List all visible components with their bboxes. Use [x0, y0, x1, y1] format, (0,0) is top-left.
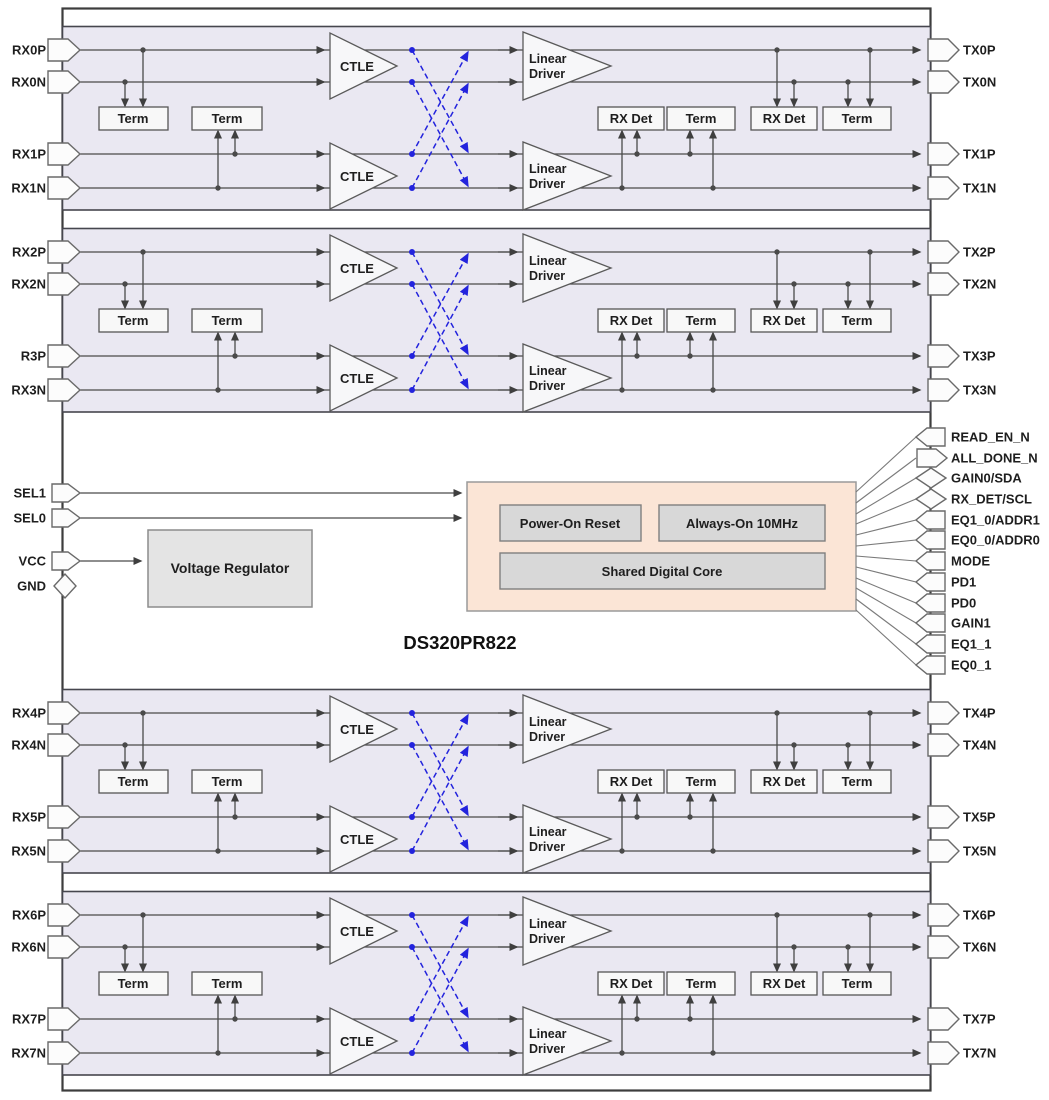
- ctle-label: CTLE: [340, 722, 374, 737]
- term-label: Term: [117, 111, 149, 126]
- rx-det-label: RX Det: [609, 774, 653, 789]
- eq1-0-addr1-pin-shape: [916, 511, 945, 529]
- lane-block-artwork: [48, 27, 959, 211]
- linear-driver-label: Driver: [529, 840, 566, 854]
- control-pin-label: READ_EN_N: [951, 429, 1030, 445]
- term-label: Term: [211, 313, 243, 328]
- rx-pin-label: RX5N: [11, 843, 46, 859]
- control-pin-label: EQ1_1: [951, 636, 992, 652]
- tx-pin-label: TX0P: [963, 42, 996, 58]
- tx-pin-label: TX5N: [963, 843, 997, 859]
- ctle-label: CTLE: [340, 1034, 374, 1049]
- ctle-label: CTLE: [340, 371, 374, 386]
- pd1-pin-shape: [916, 573, 945, 591]
- control-pin-label: PD0: [951, 595, 977, 611]
- linear-driver-label: Driver: [529, 932, 566, 946]
- linear-driver-label: Linear: [529, 715, 567, 729]
- rx-pin-label: RX0P: [12, 42, 46, 58]
- gnd-pin-shape: [54, 574, 76, 598]
- tx-pin-label: TX4N: [963, 737, 997, 753]
- tx-pin-label: TX1P: [963, 146, 996, 162]
- lane-pair-block-2: [11, 690, 996, 874]
- rx-pin-label: RX2P: [12, 244, 46, 260]
- control-pin-label: EQ0_0/ADDR0: [951, 532, 1040, 548]
- chip-title: DS320PR822: [403, 632, 517, 653]
- lane-block-artwork: [48, 690, 959, 874]
- tx-pin-label: TX3P: [963, 348, 996, 364]
- control-pin-label: RX_DET/SCL: [951, 491, 1032, 507]
- control-pin-label: GAIN0/SDA: [951, 470, 1022, 486]
- rx-pin-label: RX0N: [11, 74, 46, 90]
- term-label: Term: [211, 111, 243, 126]
- ctle-label: CTLE: [340, 261, 374, 276]
- rx-pin-label: RX5P: [12, 809, 46, 825]
- rx-pin-label: R3P: [20, 348, 46, 364]
- rx-det-label: RX Det: [762, 774, 806, 789]
- rx-pin-label: RX2N: [11, 276, 46, 292]
- eq1-1-pin-shape: [916, 635, 945, 653]
- linear-driver-label: Driver: [529, 730, 566, 744]
- ctle-label: CTLE: [340, 59, 374, 74]
- rx-det-label: RX Det: [762, 976, 806, 991]
- sel0-pin-shape: [52, 509, 80, 527]
- rx-det-scl-pin-shape: [916, 489, 946, 509]
- gain0-sda-pin-shape: [916, 468, 946, 488]
- tx-pin-label: TX1N: [963, 180, 997, 196]
- rx-pin-label: RX1P: [12, 146, 46, 162]
- rx-det-label: RX Det: [609, 111, 653, 126]
- rx-det-label: RX Det: [609, 976, 653, 991]
- term-label: Term: [117, 313, 149, 328]
- rx-pin-label: RX3N: [11, 382, 46, 398]
- rx-pin-label: RX6P: [12, 907, 46, 923]
- control-pin-label: VCC: [18, 553, 46, 569]
- linear-driver-label: Driver: [529, 177, 566, 191]
- tx-pin-label: TX7P: [963, 1011, 996, 1027]
- term-label: Term: [685, 313, 717, 328]
- linear-driver-label: Linear: [529, 254, 567, 268]
- term-label: Term: [841, 976, 873, 991]
- term-label: Term: [841, 111, 873, 126]
- linear-driver-label: Linear: [529, 364, 567, 378]
- linear-driver-label: Driver: [529, 379, 566, 393]
- rx-pin-label: RX1N: [11, 180, 46, 196]
- tx-pin-label: TX4P: [963, 705, 996, 721]
- term-label: Term: [685, 111, 717, 126]
- rx-pin-label: RX4P: [12, 705, 46, 721]
- pin-fan-lines: [856, 437, 916, 665]
- mode-pin-shape: [916, 552, 945, 570]
- control-pin-label: SEL0: [13, 510, 46, 526]
- linear-driver-label: Linear: [529, 52, 567, 66]
- tx-pin-label: TX6N: [963, 939, 997, 955]
- term-label: Term: [117, 774, 149, 789]
- control-pin-label: GAIN1: [951, 615, 991, 631]
- read-en-n-pin-shape: [916, 428, 945, 446]
- linear-driver-label: Linear: [529, 1027, 567, 1041]
- control-pin-label: ALL_DONE_N: [951, 450, 1038, 466]
- lane-pair-block-1: [11, 229, 996, 413]
- control-right-pins: [916, 428, 1040, 674]
- always-on-label: Always-On 10MHz: [686, 516, 798, 531]
- term-label: Term: [211, 976, 243, 991]
- linear-driver-label: Driver: [529, 269, 566, 283]
- ctle-label: CTLE: [340, 832, 374, 847]
- control-pin-label: MODE: [951, 553, 990, 569]
- term-label: Term: [685, 774, 717, 789]
- rx-pin-label: RX4N: [11, 737, 46, 753]
- ctle-label: CTLE: [340, 924, 374, 939]
- sel1-pin-shape: [52, 484, 80, 502]
- linear-driver-label: Driver: [529, 1042, 566, 1056]
- term-label: Term: [841, 313, 873, 328]
- shared-digital-core-label: Shared Digital Core: [601, 564, 723, 579]
- control-pin-label: SEL1: [13, 485, 46, 501]
- linear-driver-label: Linear: [529, 162, 567, 176]
- rx-det-label: RX Det: [762, 111, 806, 126]
- control-section: [13, 428, 1039, 674]
- power-on-reset-label: Power-On Reset: [519, 516, 621, 531]
- term-label: Term: [841, 774, 873, 789]
- control-pin-label: PD1: [951, 574, 977, 590]
- lane-pair-block-0: [11, 27, 996, 211]
- lane-block-artwork: [48, 892, 959, 1076]
- eq0-0-addr0-pin-shape: [916, 531, 945, 549]
- rx-det-label: RX Det: [762, 313, 806, 328]
- tx-pin-label: TX2N: [963, 276, 997, 292]
- linear-driver-label: Linear: [529, 917, 567, 931]
- tx-pin-label: TX3N: [963, 382, 997, 398]
- rx-det-label: RX Det: [609, 313, 653, 328]
- core-box: [467, 482, 856, 611]
- eq0-1-pin-shape: [916, 656, 945, 674]
- tx-pin-label: TX6P: [963, 907, 996, 923]
- linear-driver-label: Linear: [529, 825, 567, 839]
- voltage-regulator-label: Voltage Regulator: [170, 560, 290, 576]
- control-pin-label: EQ0_1: [951, 657, 992, 673]
- tx-pin-label: TX0N: [963, 74, 997, 90]
- vcc-pin-shape: [52, 552, 80, 570]
- control-pin-label: EQ1_0/ADDR1: [951, 512, 1040, 528]
- ctle-label: CTLE: [340, 169, 374, 184]
- rx-pin-label: RX7N: [11, 1045, 46, 1061]
- term-label: Term: [685, 976, 717, 991]
- gain1-pin-shape: [916, 614, 945, 632]
- all-done-n-pin-shape: [917, 449, 947, 467]
- term-label: Term: [211, 774, 243, 789]
- lane-pair-block-3: [11, 892, 996, 1076]
- lane-block-artwork: [48, 229, 959, 413]
- pd0-pin-shape: [916, 594, 945, 612]
- rx-pin-label: RX6N: [11, 939, 46, 955]
- tx-pin-label: TX7N: [963, 1045, 997, 1061]
- tx-pin-label: TX5P: [963, 809, 996, 825]
- tx-pin-label: TX2P: [963, 244, 996, 260]
- linear-driver-label: Driver: [529, 67, 566, 81]
- rx-pin-label: RX7P: [12, 1011, 46, 1027]
- control-pin-label: GND: [17, 578, 46, 594]
- term-label: Term: [117, 976, 149, 991]
